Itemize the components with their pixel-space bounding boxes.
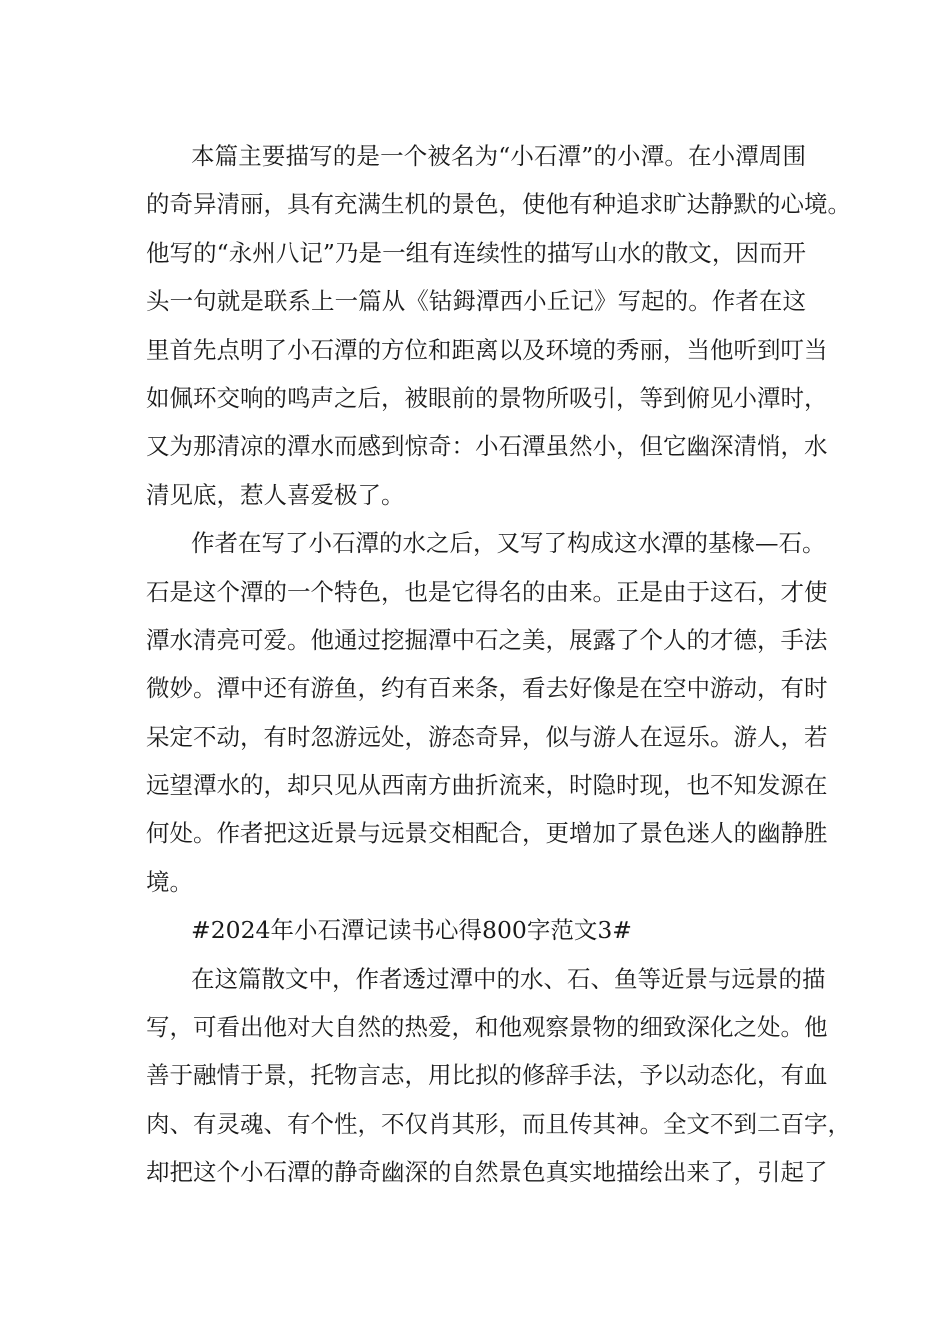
document-body <box>146 132 851 1197</box>
text-line: 本篇主要描写的是一个被名为“小石潭”的小潭。在小潭周围 <box>191 142 806 170</box>
section-heading: #2024年小石潭记读书心得800字范文3# <box>191 916 632 945</box>
text-line: 呆定不动，有时忽游远处，游态奇异，似与游人在逗乐。游人，若 <box>146 722 828 751</box>
text-line: 远望潭水的，却只见从西南方曲折流来，时隐时现，也不知发源在 <box>146 771 828 800</box>
text-line: 里首先点明了小石潭的方位和距离以及环境的秀丽，当他听到叮当 <box>146 335 828 364</box>
text-line: 微妙。潭中还有游鱼，约有百来条，看去好像是在空中游动，有时 <box>146 674 828 703</box>
text-line: 肉、有灵魂、有个性，不仅肖其形，而且传其神。全文不到二百字， <box>146 1109 851 1138</box>
text-line: 善于融情于景，托物言志，用比拟的修辞手法，予以动态化，有血 <box>146 1061 828 1090</box>
paragraph-1 <box>146 132 851 519</box>
text-line: 潭水清亮可爱。他通过挖掘潭中石之美，展露了个人的才德，手法 <box>146 625 828 654</box>
text-line: 头一句就是联系上一篇从《钴鉧潭西小丘记》写起的。作者在这 <box>146 287 806 316</box>
text-line: 石是这个潭的一个特色，也是它得名的由来。正是由于这石，才使 <box>146 577 828 606</box>
text-line: 他写的“永州八记”乃是一组有连续性的描写山水的散文，因而开 <box>146 238 806 267</box>
text-line: 作者在写了小石潭的水之后，又写了构成这水潭的基椽—石。 <box>191 529 826 558</box>
text-line: 清见底，惹人喜爱极了。 <box>146 480 405 509</box>
paragraph-3 <box>146 955 851 1197</box>
text-line: 在这篇散文中，作者透过潭中的水、石、鱼等近景与远景的描 <box>191 964 826 993</box>
text-line: 却把这个小石潭的静奇幽深的自然景色真实地描绘出来了，引起了 <box>146 1158 828 1187</box>
text-line: 写，可看出他对大自然的热爱，和他观察景物的细致深化之处。他 <box>146 1013 828 1042</box>
text-line: 又为那清凉的潭水而感到惊奇：小石潭虽然小，但它幽深清悄，水 <box>146 432 828 461</box>
text-line: 如佩环交响的鸣声之后，被眼前的景物所吸引，等到俯见小潭时， <box>146 383 828 412</box>
text-line: 的奇异清丽，具有充满生机的景色，使他有种追求旷达静默的心境。 <box>146 190 851 219</box>
paragraph-2 <box>146 519 828 906</box>
text-line: 境。 <box>146 867 193 896</box>
text-line: 何处。作者把这近景与远景交相配合，更增加了景色迷人的幽静胜 <box>146 819 828 848</box>
